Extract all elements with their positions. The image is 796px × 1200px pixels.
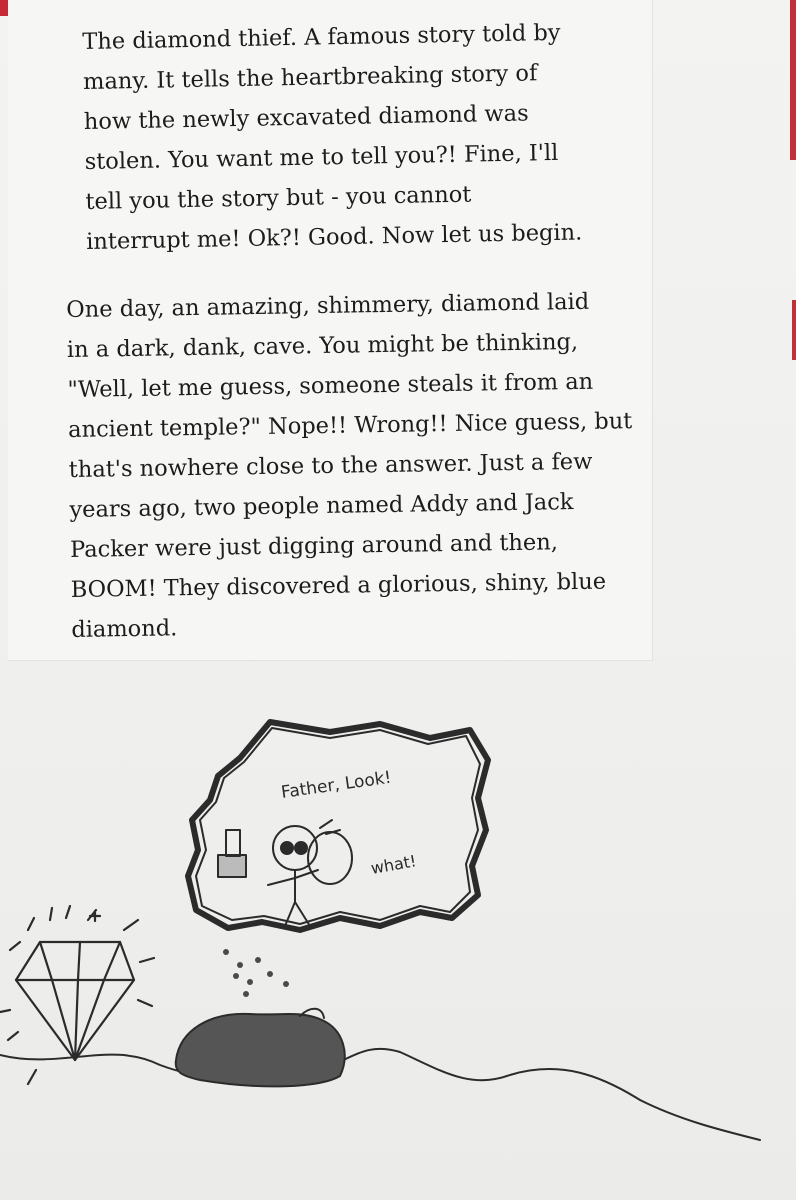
diamond	[0, 906, 154, 1084]
cave-scene-bubble	[188, 722, 488, 930]
story-paragraph-1: The diamond thief. A famous story told by many. It tells the heartbreaking story of how the newly excavated diamond was stolen. You want me to tell you?! Fine, I'll tell you the story but - you cannot interrupt me! Ok?! Good. Now let us begin.	[82, 19, 583, 255]
illustration	[0, 680, 796, 1180]
debris	[223, 949, 289, 997]
person-figure	[268, 820, 352, 926]
story-paragraph-2: One day, an amazing, shimmery, diamond laid in a dark, dank, cave. You might be thinking, "Well, let me guess, someone steals it from an ancient temple?" Nope!! Wrong!! Nice guess, but that's nowhere close to the answer. Just a few years ago, two people named Addy and Jack Packer were just digging around and then, BOOM! They discovered a glorious, shiny, blue diamond.	[66, 288, 633, 643]
speech-text-what: what!	[369, 851, 418, 878]
text-panel	[8, 0, 653, 661]
ground-line	[0, 1049, 760, 1140]
speech-text-father: Father, Look!	[279, 767, 393, 803]
rock	[176, 1009, 345, 1087]
lantern	[218, 830, 246, 877]
page-edge-marker	[790, 0, 796, 160]
page-edge-marker	[792, 300, 796, 360]
